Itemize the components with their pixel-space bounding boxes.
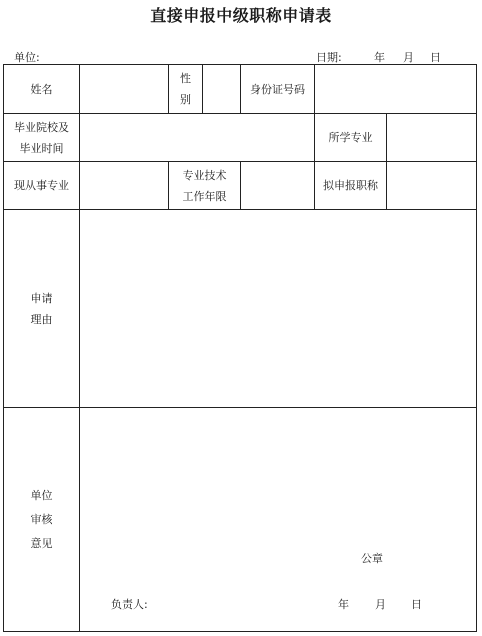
form-title: 直接申报中级职称申请表 xyxy=(150,6,332,25)
work-years-label-line2: 工作年限 xyxy=(182,189,227,203)
major-input-cell[interactable] xyxy=(387,114,476,162)
school-label-cell xyxy=(4,114,80,162)
opinion-month-label: 月 xyxy=(375,598,386,611)
opinion-label-line1: 单位 xyxy=(30,488,53,502)
name-label-cell xyxy=(4,65,80,114)
opinion-label-line2: 审核 xyxy=(30,512,53,526)
opinion-label-line3: 意见 xyxy=(30,536,53,550)
gender-label-cell xyxy=(169,65,203,114)
current-major-label-cell xyxy=(4,162,80,210)
reason-label-cell xyxy=(4,210,80,408)
school-label-line1: 毕业院校及 xyxy=(14,120,69,134)
date-year-label: 年 xyxy=(374,51,385,64)
work-years-label-line1: 专业技术 xyxy=(182,168,227,182)
work-years-label-cell xyxy=(169,162,241,210)
name-label: 姓名 xyxy=(30,82,53,96)
major-label: 所学专业 xyxy=(328,131,373,144)
title-applied-label: 拟申报职称 xyxy=(323,179,378,192)
date-month-label: 月 xyxy=(403,51,414,64)
id-label-cell xyxy=(241,65,315,114)
id-number-label: 身份证号码 xyxy=(250,82,305,96)
person-in-charge-label: 负责人: xyxy=(111,598,148,611)
current-major-input-cell[interactable] xyxy=(80,162,169,210)
current-major-label: 现从事专业 xyxy=(14,179,69,192)
seal-label: 公章 xyxy=(361,552,383,565)
opinion-day-label: 日 xyxy=(411,598,422,611)
name-input-cell[interactable] xyxy=(80,65,169,114)
date-day-label: 日 xyxy=(430,51,441,64)
work-years-input-cell[interactable] xyxy=(241,162,315,210)
id-input-cell[interactable] xyxy=(315,65,476,114)
reason-input-cell[interactable] xyxy=(80,210,476,408)
title-applied-input-cell[interactable] xyxy=(387,162,476,210)
application-form-table xyxy=(3,64,477,632)
opinion-year-label: 年 xyxy=(338,598,349,611)
gender-input-cell[interactable] xyxy=(203,65,241,114)
title-applied-label-cell xyxy=(315,162,387,210)
gender-label-line2: 别 xyxy=(180,93,191,106)
opinion-label-cell xyxy=(4,408,80,631)
major-label-cell xyxy=(315,114,387,162)
gender-label-line1: 性 xyxy=(180,72,191,85)
date-label: 日期: xyxy=(316,51,342,64)
school-label-line2: 毕业时间 xyxy=(19,141,64,155)
unit-label: 单位: xyxy=(14,51,40,64)
reason-label-line2: 理由 xyxy=(30,312,53,326)
reason-label-line1: 申请 xyxy=(30,291,53,305)
school-input-cell[interactable] xyxy=(80,114,315,162)
